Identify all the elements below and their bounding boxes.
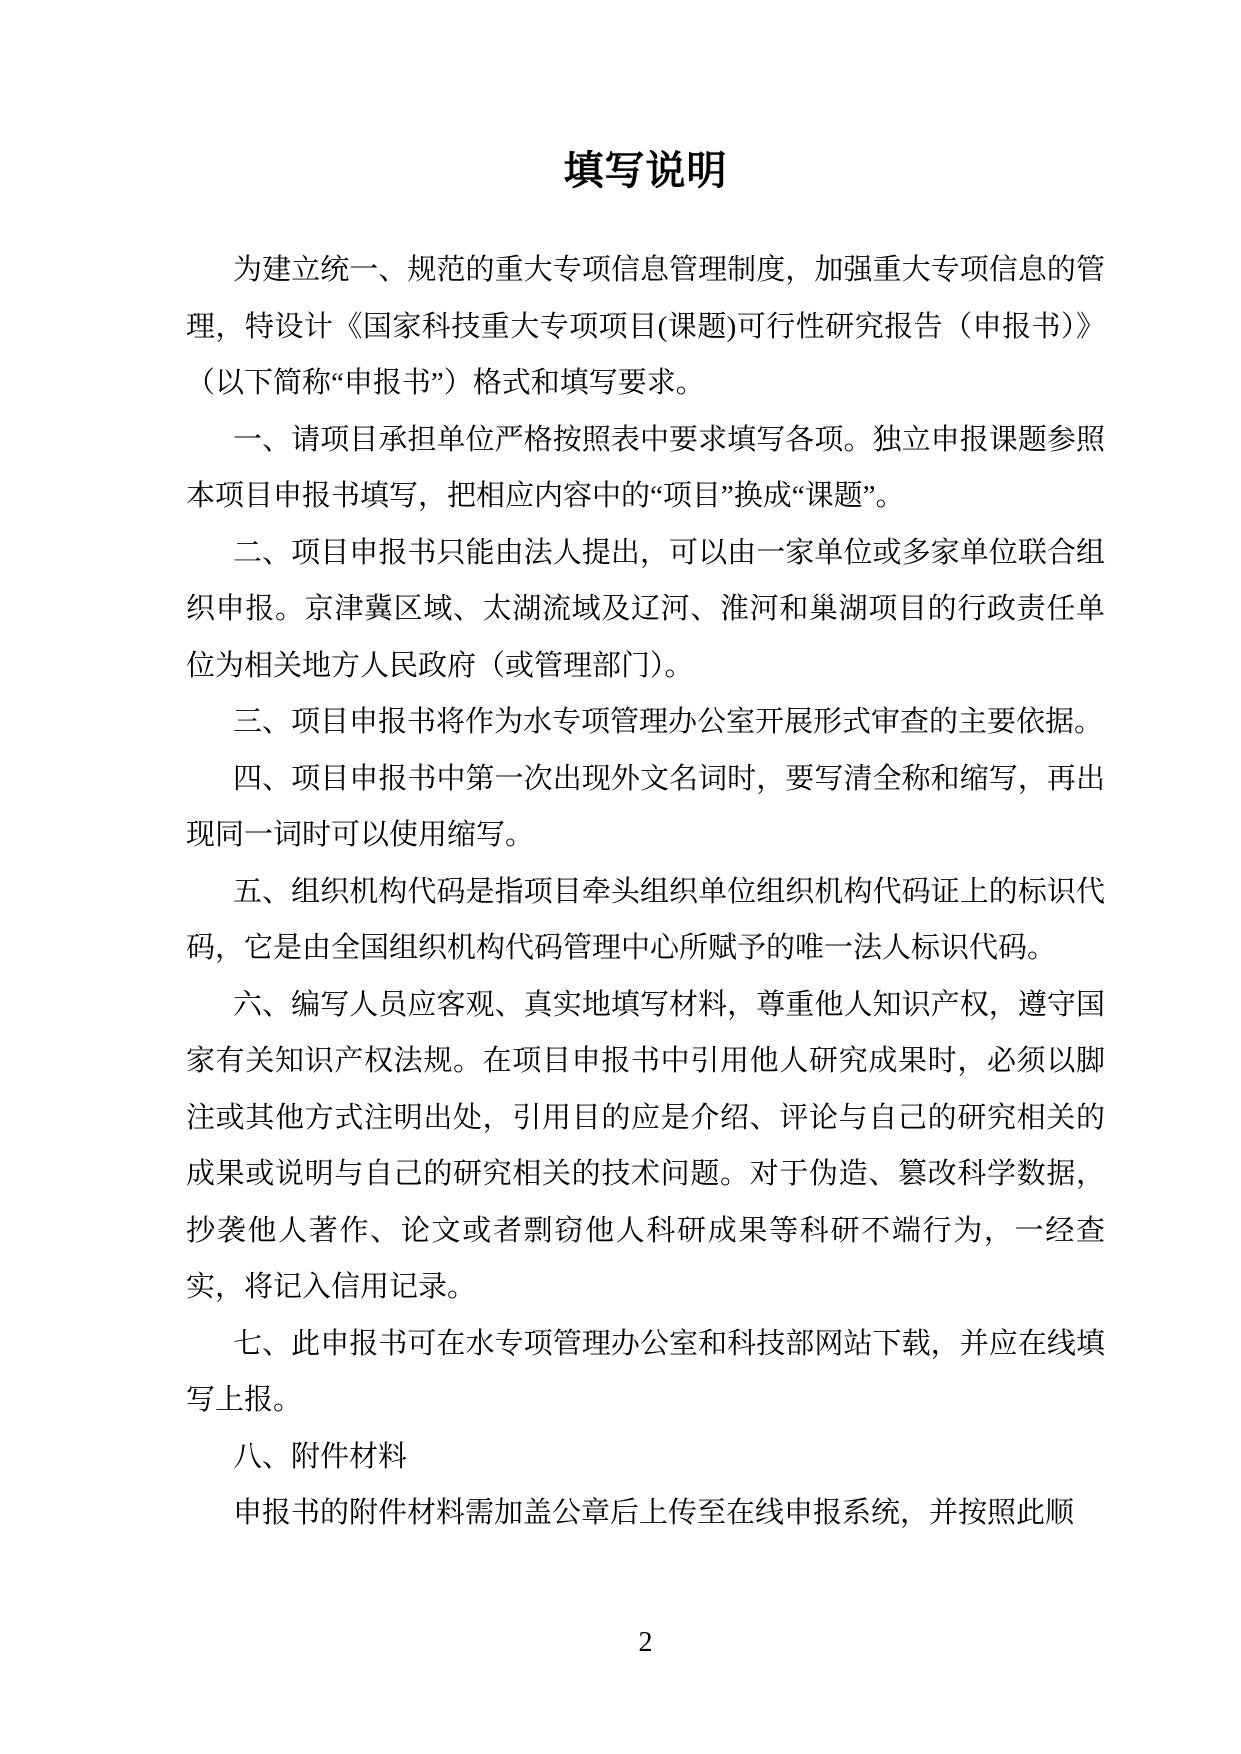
paragraph-item-1: 一、请项目承担单位严格按照表中要求填写各项。独立申报课题参照本项目申报书填写，把相应内容中的“项目”换成“课题”。 [186, 423, 1105, 512]
paragraph-item-4: 四、项目申报书中第一次出现外文名词时，要写清全称和缩写，再出现同一词时可以使用缩写。 [186, 762, 1105, 851]
paragraph-item-5: 五、组织机构代码是指项目牵头组织单位组织机构代码证上的标识代码，它是由全国组织机构代码管理中心所赋予的唯一法人标识代码。 [186, 875, 1105, 964]
paragraph-intro: 为建立统一、规范的重大专项信息管理制度，加强重大专项信息的管理，特设计《国家科技重大专项项目(课题)可行性研究报告（申报书）》（以下简称“申报书”）格式和填写要求。 [186, 254, 1105, 399]
paragraph-attachment-note: 申报书的附件材料需加盖公章后上传至在线申报系统，并按照此顺 [233, 1497, 1075, 1529]
page-title: 填写说明 [563, 149, 728, 193]
document-content [186, 150, 1105, 1542]
paragraph-item-3: 三、项目申报书将作为水专项管理办公室开展形式审查的主要依据。 [233, 706, 1104, 738]
paragraph-item-7: 七、此申报书可在水专项管理办公室和科技部网站下载，并应在线填写上报。 [186, 1327, 1105, 1416]
paragraph-item-2: 二、项目申报书只能由法人提出，可以由一家单位或多家单位联合组织申报。京津冀区域、太湖流域及辽河、淮河和巢湖项目的行政责任单位为相关地方人民政府（或管理部门）。 [186, 536, 1105, 682]
paragraph-item-8: 八、附件材料 [233, 1440, 408, 1473]
page-number: 2 [638, 1627, 653, 1658]
paragraph-item-6: 六、编写人员应客观、真实地填写材料，尊重他人知识产权，遵守国家有关知识产权法规。在项目申报书中引用他人研究成果时，必须以脚注或其他方式注明出处，引用目的应是介绍、评论与自己的研究相关的成果或说明与自己的研究相关的技术问题。对于伪造、篡改科学数据，抄袭他人著作、论文或者剽窃他人科研成果等科研不端行为，一经查实，将记入信用记录。 [186, 988, 1105, 1303]
